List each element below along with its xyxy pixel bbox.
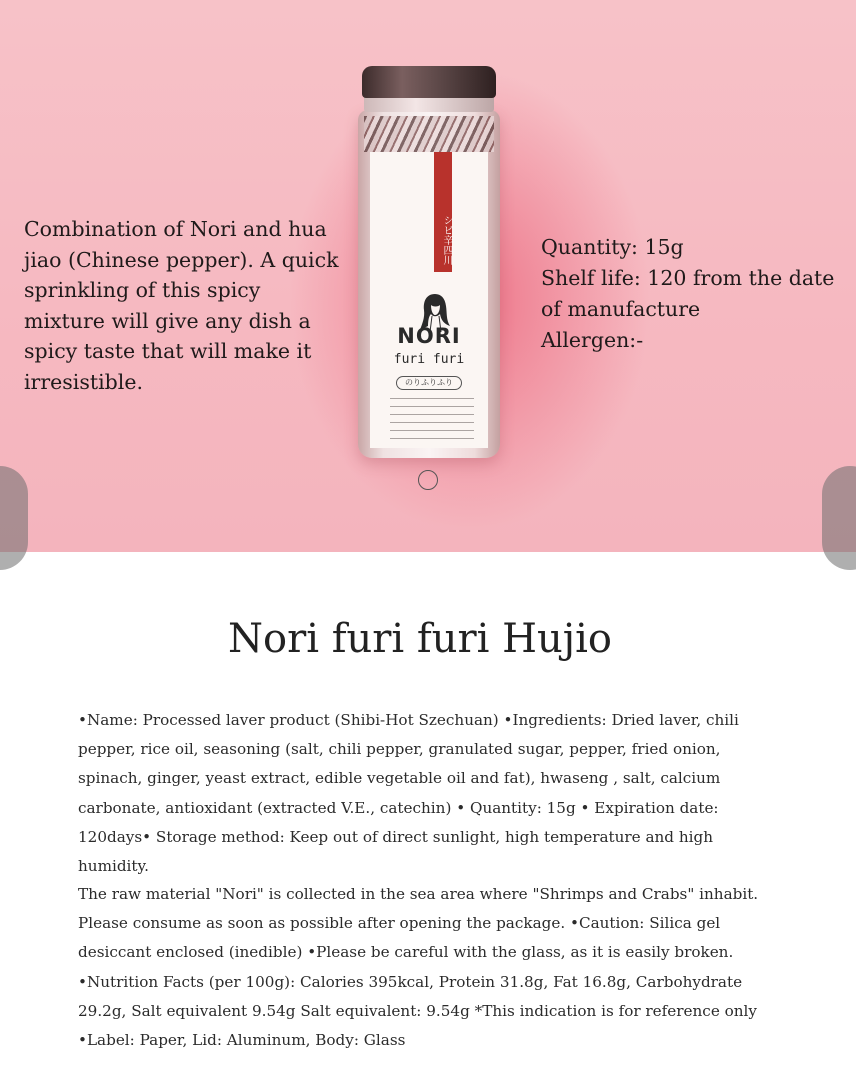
jar-kana-badge: のりふりふり	[396, 376, 462, 390]
jar-lid	[362, 66, 496, 98]
jar-label	[370, 152, 488, 448]
product-description: Combination of Nori and hua jiao (Chinese pepper). A quick sprinkling of this spicy mixture will give any dish a spicy taste that will make it irresistible.	[24, 217, 339, 394]
carousel-prev-button[interactable]	[0, 466, 28, 570]
spec-quantity: Quantity: 15g	[541, 235, 684, 259]
jar-contents	[364, 116, 494, 152]
spec-shelf-life: Shelf life: 120 from the date of manufacture	[541, 266, 835, 321]
jar-label-fine-print	[390, 398, 474, 446]
spec-allergen: Allergen:-	[541, 328, 644, 352]
maker-logo-icon	[418, 470, 438, 490]
jar-brand-text: NORI	[397, 324, 461, 348]
product-jar-image	[358, 66, 500, 458]
product-specs	[541, 232, 851, 356]
product-details: •Name: Processed laver product (Shibi-Hot Szechuan) •Ingredients: Dried laver, chili pepper, rice oil, seasoning (salt, chili pepper, granulated sugar, pepper, fried onion, spinach, ginger, yeast extract, edible vegetable oil and fat), hwaseng , salt, calcium carbonate, antioxidant (extracted V.E., catechin) • Quantity: 15g • Expiration date: 120days• Storage method: Keep out of direct sunlight, high temperature and high humidity.	[78, 711, 739, 876]
carousel-next-button[interactable]	[822, 466, 856, 570]
jar-ribbon: シビ辛四川	[434, 152, 452, 272]
product-title: Nori furi furi Hujio	[227, 616, 613, 662]
product-notes: The raw material "Nori" is collected in the sea area where "Shrimps and Crabs" inhabit. Please consume as soon as possible after opening the package. •Caution: Silica gel desiccant enclosed (inedible) •Please be careful with the glass, as it is easily broken. •Nutrition Facts (per 100g): Calories 395kcal, Protein 31.8g, Fat 16.8g, Carbohydrate 29.2g, Salt equivalent 9.54g Salt equivalent: 9.54g *This indication is for reference only •Label: Paper, Lid: Aluminum, Body: Glass	[78, 885, 759, 1050]
jar-subtitle-text: furi furi	[393, 352, 465, 367]
